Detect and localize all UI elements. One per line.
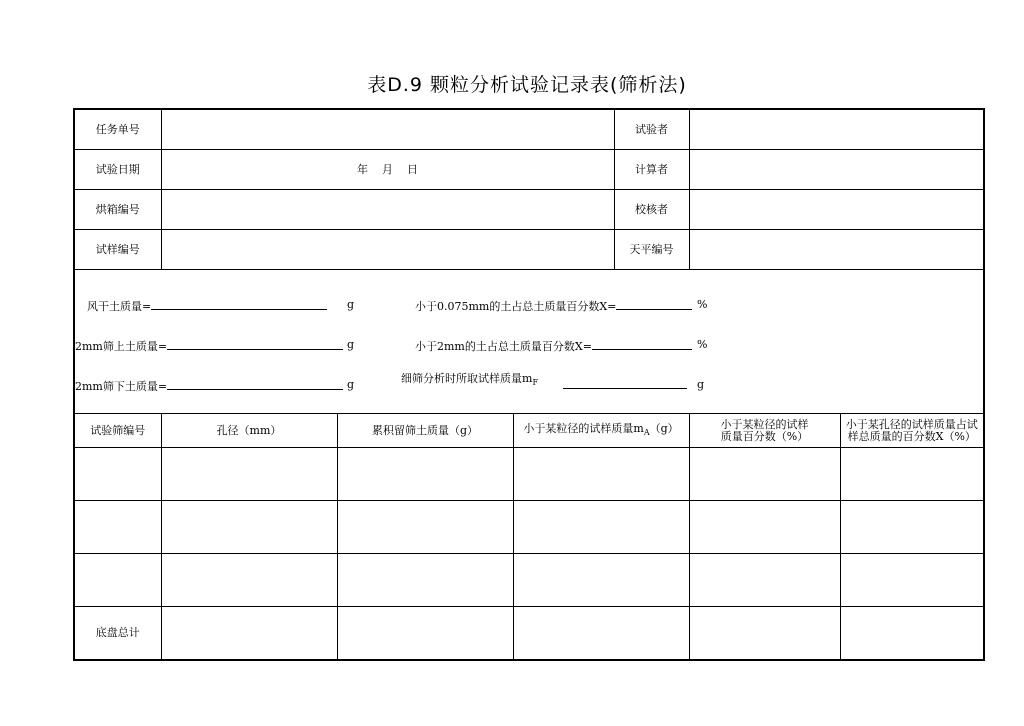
col-cumulative-retained-header: 累积留筛土质量（g） <box>337 414 513 448</box>
column-header-row <box>74 414 984 448</box>
table-cell[interactable] <box>689 554 840 607</box>
above-2mm-mass-input[interactable] <box>167 337 343 350</box>
pct-below-2mm-line <box>415 337 692 353</box>
col-aperture-header: 孔径（mm） <box>161 414 337 448</box>
below-2mm-mass-line <box>75 377 343 393</box>
checker-field[interactable] <box>689 190 984 230</box>
tester-field[interactable] <box>689 109 984 150</box>
table-cell[interactable] <box>513 501 689 554</box>
pct-below-0075-unit: % <box>697 298 708 311</box>
pct-below-0075-line <box>415 297 692 313</box>
table-cell[interactable] <box>689 448 840 501</box>
col-mass-below-sub: A <box>643 427 650 437</box>
fine-sieve-mass-input[interactable] <box>563 376 687 389</box>
air-dry-mass-line <box>87 297 327 313</box>
air-dry-mass-input[interactable] <box>151 297 327 310</box>
sample-number-field[interactable] <box>161 230 614 270</box>
test-date-field[interactable]: 年 月 日 <box>161 150 614 190</box>
oven-number-field[interactable] <box>161 190 614 230</box>
table-cell[interactable] <box>689 501 840 554</box>
table-cell[interactable] <box>513 554 689 607</box>
measurement-row <box>74 270 984 414</box>
table-cell[interactable] <box>337 607 513 661</box>
pan-total-label: 底盘总计 <box>74 607 161 661</box>
col-pct-below-line2: 质量百分数（%） <box>720 429 809 443</box>
table-cell[interactable] <box>840 607 984 661</box>
info-row-oven <box>74 190 984 230</box>
fine-sieve-mass-label: 细筛分析时所取试样质量m <box>401 372 533 385</box>
task-number-field[interactable] <box>161 109 614 150</box>
table-cell[interactable] <box>337 554 513 607</box>
table-cell[interactable] <box>161 501 337 554</box>
above-2mm-mass-label: 2mm筛上土质量= <box>75 340 168 353</box>
table-cell[interactable] <box>689 607 840 661</box>
col-pct-below-line1: 小于某粒径的试样 <box>720 417 809 431</box>
test-date-label: 试验日期 <box>74 150 161 190</box>
col-sieve-number-header: 试验筛编号 <box>74 414 161 448</box>
below-2mm-mass-label: 2mm筛下土质量= <box>75 380 168 393</box>
table-cell[interactable] <box>840 448 984 501</box>
col-pct-total-line2: 样总质量的百分数X（%） <box>847 429 976 443</box>
above-2mm-mass-unit: g <box>347 338 355 351</box>
fine-sieve-mass-unit: g <box>697 378 705 391</box>
table-cell[interactable] <box>161 607 337 661</box>
pct-below-2mm-label: 小于2mm的土占总土质量百分数X= <box>415 340 592 353</box>
pct-below-2mm-unit: % <box>697 338 708 351</box>
fine-sieve-mass-line <box>401 373 538 389</box>
record-table <box>73 108 985 661</box>
col-pct-total-line1: 小于某孔径的试样质量占试 <box>845 417 978 431</box>
fine-sieve-mass-sub: F <box>532 378 538 387</box>
pct-below-2mm-input[interactable] <box>592 337 692 350</box>
table-cell[interactable] <box>74 554 161 607</box>
info-row-sample <box>74 230 984 270</box>
table-cell[interactable] <box>337 448 513 501</box>
table-cell[interactable] <box>161 448 337 501</box>
table-cell[interactable] <box>337 501 513 554</box>
balance-number-label: 天平编号 <box>614 230 689 270</box>
sample-number-label: 试样编号 <box>74 230 161 270</box>
col-pct-below-header <box>689 414 840 448</box>
below-2mm-mass-unit: g <box>347 378 355 391</box>
table-cell[interactable] <box>161 554 337 607</box>
calculator-field[interactable] <box>689 150 984 190</box>
measurement-block <box>74 270 984 414</box>
air-dry-mass-label: 风干土质量= <box>87 300 152 313</box>
balance-number-field[interactable] <box>689 230 984 270</box>
above-2mm-mass-line <box>75 337 343 353</box>
pct-below-0075-label: 小于0.075mm的土占总土质量百分数X= <box>415 300 617 313</box>
col-mass-below-text: 小于某粒径的试样质量m <box>523 421 644 435</box>
task-number-label: 任务单号 <box>74 109 161 150</box>
table-cell[interactable] <box>840 501 984 554</box>
col-mass-below-header <box>513 414 689 448</box>
col-pct-total-header <box>840 414 984 448</box>
info-row-task <box>74 109 984 150</box>
table-cell[interactable] <box>513 448 689 501</box>
table-row-pan-total <box>74 607 984 661</box>
col-mass-below-unit: （g） <box>649 421 679 435</box>
info-row-date <box>74 150 984 190</box>
tester-label: 试验者 <box>614 109 689 150</box>
table-cell[interactable] <box>74 448 161 501</box>
table-cell[interactable] <box>74 501 161 554</box>
table-cell[interactable] <box>840 554 984 607</box>
below-2mm-mass-input[interactable] <box>167 377 343 390</box>
page-title: 表D.9 颗粒分析试验记录表(筛析法) <box>367 74 687 96</box>
table-row <box>74 554 984 607</box>
oven-number-label: 烘箱编号 <box>74 190 161 230</box>
air-dry-mass-unit: g <box>347 298 355 311</box>
checker-label: 校核者 <box>614 190 689 230</box>
calculator-label: 计算者 <box>614 150 689 190</box>
table-cell[interactable] <box>513 607 689 661</box>
table-row <box>74 448 984 501</box>
table-row <box>74 501 984 554</box>
pct-below-0075-input[interactable] <box>616 297 692 310</box>
